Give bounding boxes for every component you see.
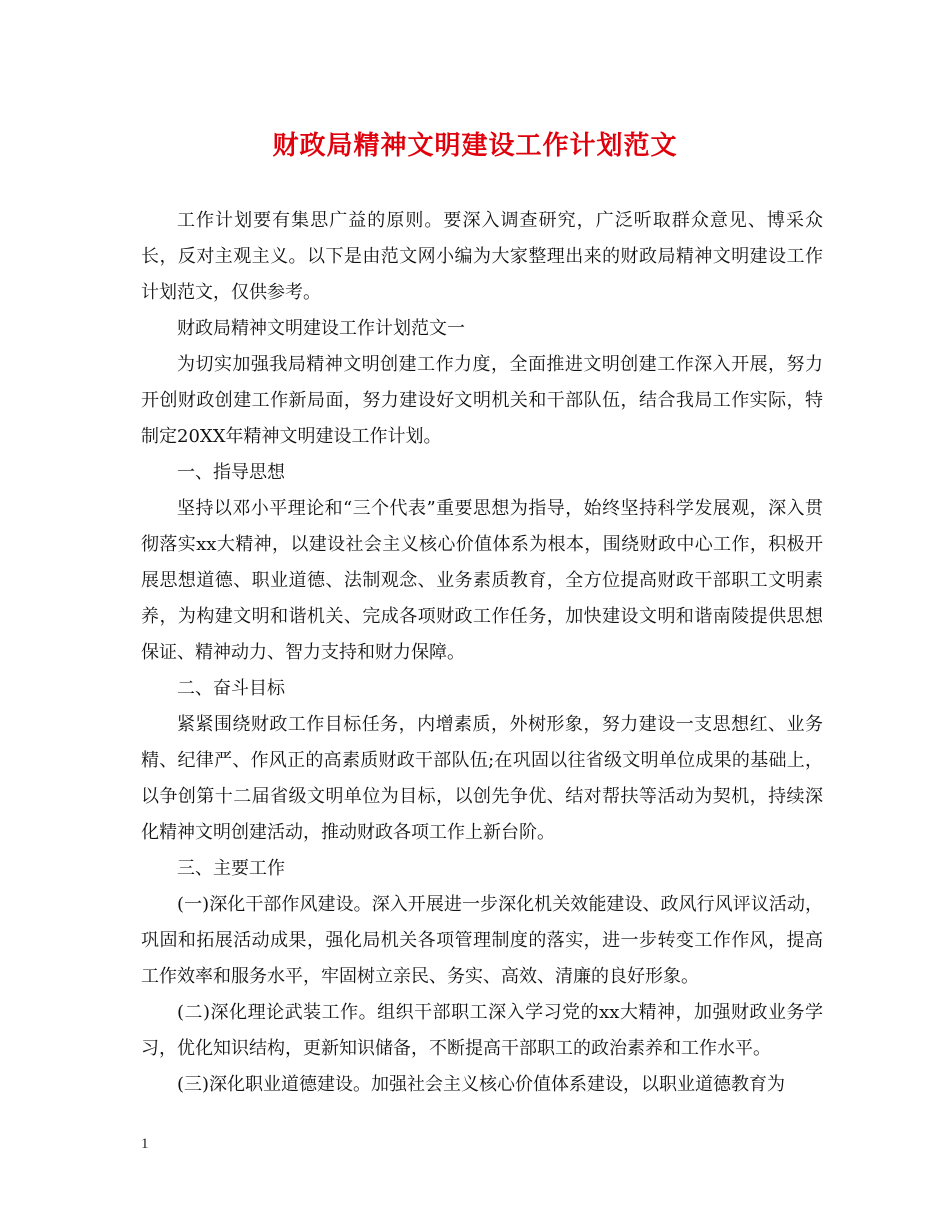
- document-body: [141, 203, 823, 1103]
- document-title: 财政局精神文明建设工作计划范文: [272, 131, 678, 161]
- purpose-paragraph: 为切实加强我局精神文明创建工作力度，全面推进文明创建工作深入开展，努力开创财政创建工作新局面，努力建设好文明机关和干部队伍，结合我局工作实际，特制定20XX年精神文明建设工作计划。: [141, 354, 823, 447]
- guiding-ideology-paragraph: 坚持以邓小平理论和“三个代表”重要思想为指导，始终坚持科学发展观，深入贯彻落实xx大精神，以建设社会主义核心价值体系为根本，围绕财政中心工作，积极开展思想道德、职业道德、法制观念、业务素质教育，全方位提高财政干部职工文明素养，为构建文明和谐机关、完成各项财政工作任务，加快建设文明和谐南陵提供思想保证、精神动力、智力支持和财力保障。: [141, 498, 823, 663]
- work-item-1-paragraph: (一)深化干部作风建设。深入开展进一步深化机关效能建设、政风行风评议活动，巩固和拓展活动成果，强化局机关各项管理制度的落实，进一步转变工作作风，提高工作效率和服务水平，牢固树立亲民、务实、高效、清廉的良好形象。: [141, 894, 823, 987]
- work-item-2-paragraph: (二)深化理论武装工作。组织干部职工深入学习党的xx大精神，加强财政业务学习，优化知识结构，更新知识储备，不断提高干部职工的政治素养和工作水平。: [141, 1002, 823, 1059]
- section-heading-main-work: 三、主要工作: [177, 858, 285, 879]
- work-item-3-paragraph: (三)深化职业道德建设。加强社会主义核心价值体系建设，以职业道德教育为: [177, 1074, 786, 1095]
- section-heading-goals: 二、奋斗目标: [177, 678, 285, 699]
- intro-paragraph: 工作计划要有集思广益的原则。要深入调查研究，广泛听取群众意见、博采众长，反对主观主义。以下是由范文网小编为大家整理出来的财政局精神文明建设工作计划范文，仅供参考。: [141, 210, 823, 303]
- goals-paragraph: 紧紧围绕财政工作目标任务，内增素质，外树形象，努力建设一支思想红、业务精、纪律严、作风正的高素质财政干部队伍;在巩固以往省级文明单位成果的基础上，以争创第十二届省级文明单位为目标，以创先争优、结对帮扶等活动为契机，持续深化精神文明创建活动，推动财政各项工作上新台阶。: [141, 714, 823, 843]
- section-heading-plan-one: 财政局精神文明建设工作计划范文一: [177, 318, 465, 339]
- page-number: 1: [141, 1136, 149, 1152]
- section-heading-guiding-ideology: 一、指导思想: [177, 462, 285, 483]
